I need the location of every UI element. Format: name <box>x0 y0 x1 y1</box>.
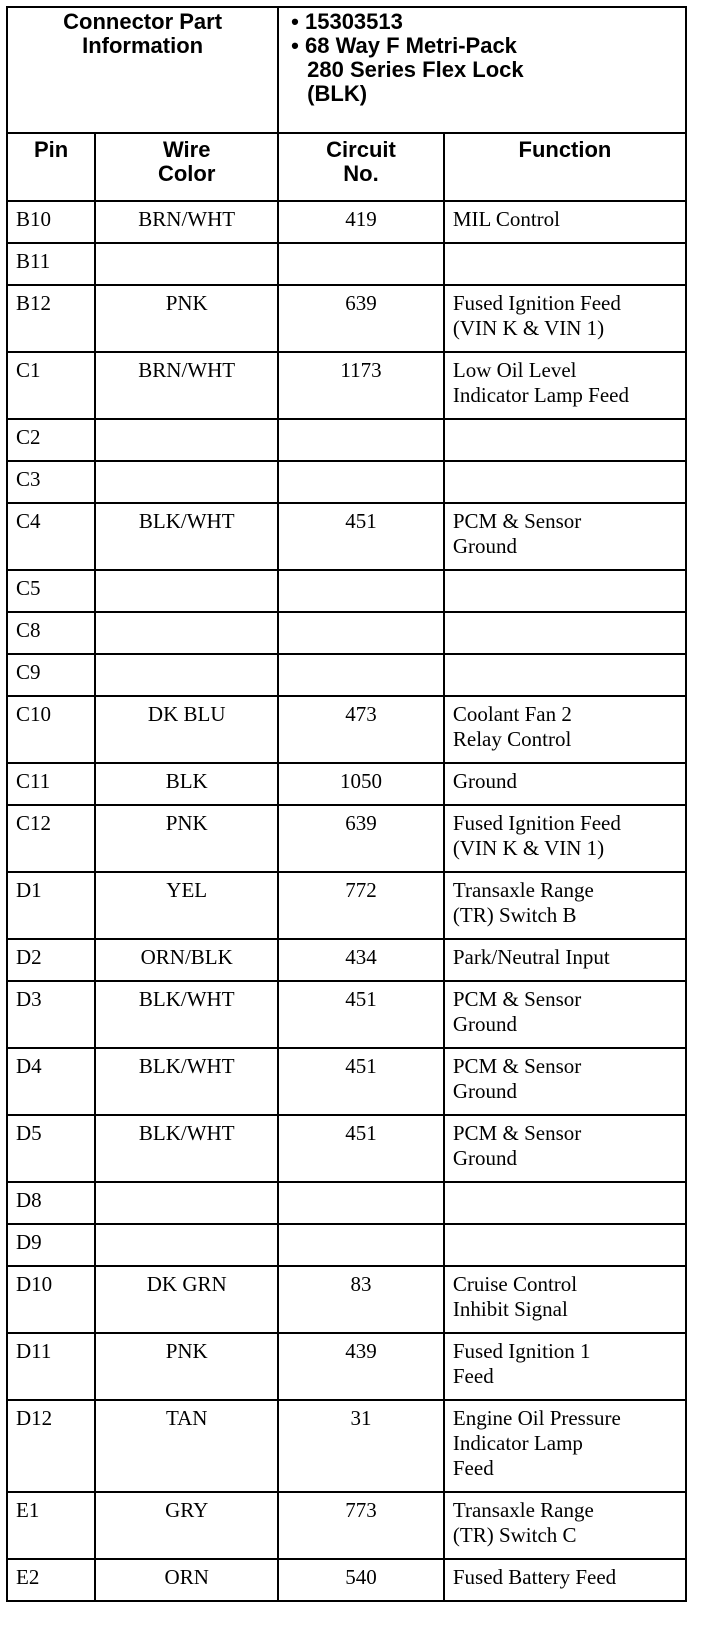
connector-description-line2: 280 Series Flex Lock <box>307 57 524 82</box>
function-line: MIL Control <box>452 207 561 231</box>
function-line: Ground <box>452 769 518 793</box>
pin-cell: C2 <box>7 419 95 461</box>
circuit-number-cell <box>278 570 444 612</box>
pin-cell: E2 <box>7 1559 95 1601</box>
column-header-function <box>444 133 686 201</box>
table-row <box>7 201 686 243</box>
column-header-circuit-line2: No. <box>343 161 379 186</box>
connector-description-line1: • 68 Way F Metri-Pack <box>291 33 517 58</box>
column-header-pin-label: Pin <box>34 137 69 162</box>
circuit-number-cell <box>278 461 444 503</box>
function-line: PCM & Sensor <box>452 987 582 1011</box>
pin-cell: C9 <box>7 654 95 696</box>
table-row <box>7 285 686 352</box>
function-cell <box>444 1048 686 1115</box>
wire-color-cell: BLK/WHT <box>95 981 278 1048</box>
circuit-number-cell <box>278 654 444 696</box>
wire-color-cell: BLK/WHT <box>95 1115 278 1182</box>
table-row <box>7 939 686 981</box>
table-row <box>7 461 686 503</box>
connector-info-value <box>278 7 686 133</box>
table-row <box>7 612 686 654</box>
circuit-number-cell: 639 <box>278 805 444 872</box>
table-row <box>7 419 686 461</box>
pin-cell: D12 <box>7 1400 95 1492</box>
table-row <box>7 654 686 696</box>
pin-cell: C11 <box>7 763 95 805</box>
function-line: (VIN K & VIN 1) <box>452 836 605 860</box>
function-cell <box>444 1492 686 1559</box>
circuit-number-cell <box>278 612 444 654</box>
table-row <box>7 1559 686 1601</box>
wire-color-cell: BRN/WHT <box>95 201 278 243</box>
wire-color-cell: DK GRN <box>95 1266 278 1333</box>
function-line: Indicator Lamp <box>452 1431 583 1455</box>
wire-color-cell: PNK <box>95 285 278 352</box>
connector-description-line3: (BLK) <box>307 81 368 106</box>
table-row <box>7 1048 686 1115</box>
circuit-number-cell: 773 <box>278 1492 444 1559</box>
pin-cell: C12 <box>7 805 95 872</box>
table-row <box>7 1115 686 1182</box>
function-cell <box>444 981 686 1048</box>
connector-pinout-table <box>6 6 687 1602</box>
wire-color-cell: ORN/BLK <box>95 939 278 981</box>
pin-cell: C3 <box>7 461 95 503</box>
circuit-number-cell: 451 <box>278 1115 444 1182</box>
pin-cell: C4 <box>7 503 95 570</box>
table-row <box>7 1182 686 1224</box>
pin-cell: B11 <box>7 243 95 285</box>
function-cell <box>444 503 686 570</box>
wire-color-cell: BLK/WHT <box>95 1048 278 1115</box>
function-cell <box>444 1559 686 1601</box>
function-cell <box>444 1224 686 1266</box>
wire-color-cell <box>95 612 278 654</box>
connector-info-label <box>7 7 278 133</box>
column-header-pin <box>7 133 95 201</box>
table-row <box>7 503 686 570</box>
column-header-function-label: Function <box>518 137 612 162</box>
table-row <box>7 1400 686 1492</box>
circuit-number-cell: 473 <box>278 696 444 763</box>
table-row <box>7 352 686 419</box>
column-header-row <box>7 133 686 201</box>
function-cell <box>444 805 686 872</box>
pin-cell: E1 <box>7 1492 95 1559</box>
circuit-number-cell: 451 <box>278 1048 444 1115</box>
function-line: PCM & Sensor <box>452 1054 582 1078</box>
function-cell <box>444 763 686 805</box>
wire-color-cell <box>95 461 278 503</box>
circuit-number-cell <box>278 1182 444 1224</box>
circuit-number-cell: 31 <box>278 1400 444 1492</box>
pin-cell: D9 <box>7 1224 95 1266</box>
function-line: Ground <box>452 1012 518 1036</box>
circuit-number-cell: 451 <box>278 503 444 570</box>
function-cell <box>444 243 686 285</box>
connector-part-number: • 15303513 <box>291 9 403 34</box>
connector-table-container <box>6 6 687 1602</box>
function-cell <box>444 696 686 763</box>
column-header-wire-color-line1: Wire <box>162 137 211 162</box>
function-line: Fused Ignition Feed <box>452 291 621 315</box>
table-row <box>7 763 686 805</box>
function-line: Ground <box>452 534 518 558</box>
column-header-circuit <box>278 133 444 201</box>
wire-color-cell: GRY <box>95 1492 278 1559</box>
pin-cell: D1 <box>7 872 95 939</box>
pin-cell: D8 <box>7 1182 95 1224</box>
function-line: Relay Control <box>452 727 572 751</box>
wire-color-cell: ORN <box>95 1559 278 1601</box>
column-header-circuit-line1: Circuit <box>326 137 396 162</box>
pin-cell: D2 <box>7 939 95 981</box>
function-line: Transaxle Range <box>452 1498 594 1522</box>
circuit-number-cell: 451 <box>278 981 444 1048</box>
table-row <box>7 981 686 1048</box>
pin-cell: D10 <box>7 1266 95 1333</box>
function-cell <box>444 1400 686 1492</box>
table-row <box>7 1224 686 1266</box>
circuit-number-cell: 1173 <box>278 352 444 419</box>
circuit-number-cell: 772 <box>278 872 444 939</box>
wire-color-cell: YEL <box>95 872 278 939</box>
function-cell <box>444 1266 686 1333</box>
wire-color-cell: PNK <box>95 805 278 872</box>
function-cell <box>444 1333 686 1400</box>
wire-color-cell <box>95 243 278 285</box>
column-header-wire-color-line2: Color <box>157 161 216 186</box>
circuit-number-cell: 439 <box>278 1333 444 1400</box>
circuit-number-cell <box>278 419 444 461</box>
circuit-number-cell <box>278 243 444 285</box>
function-cell <box>444 352 686 419</box>
pin-cell: C10 <box>7 696 95 763</box>
function-line: Cruise Control <box>452 1272 578 1296</box>
function-line: (VIN K & VIN 1) <box>452 316 605 340</box>
wire-color-cell: BLK <box>95 763 278 805</box>
circuit-number-cell <box>278 1224 444 1266</box>
function-cell <box>444 939 686 981</box>
table-row <box>7 570 686 612</box>
function-cell <box>444 419 686 461</box>
pin-cell: D11 <box>7 1333 95 1400</box>
function-cell <box>444 612 686 654</box>
pin-cell: B12 <box>7 285 95 352</box>
wire-color-cell <box>95 654 278 696</box>
function-cell <box>444 461 686 503</box>
function-cell <box>444 570 686 612</box>
function-cell <box>444 872 686 939</box>
pin-cell: C5 <box>7 570 95 612</box>
wire-color-cell: BLK/WHT <box>95 503 278 570</box>
circuit-number-cell: 419 <box>278 201 444 243</box>
table-row <box>7 805 686 872</box>
wire-color-cell: DK BLU <box>95 696 278 763</box>
pin-cell: D4 <box>7 1048 95 1115</box>
column-header-wire-color <box>95 133 278 201</box>
function-cell <box>444 1182 686 1224</box>
function-cell <box>444 1115 686 1182</box>
table-row <box>7 243 686 285</box>
pin-cell: D3 <box>7 981 95 1048</box>
function-cell <box>444 285 686 352</box>
circuit-number-cell: 434 <box>278 939 444 981</box>
circuit-number-cell: 639 <box>278 285 444 352</box>
connector-label-line1: Connector Part <box>63 9 223 34</box>
function-line: Indicator Lamp Feed <box>452 383 629 407</box>
function-line: Feed <box>452 1456 494 1480</box>
function-line: (TR) Switch B <box>452 903 577 927</box>
circuit-number-cell: 1050 <box>278 763 444 805</box>
function-line: Transaxle Range <box>452 878 594 902</box>
circuit-number-cell: 540 <box>278 1559 444 1601</box>
function-line: Coolant Fan 2 <box>452 702 572 726</box>
function-line: Engine Oil Pressure <box>452 1406 621 1430</box>
table-row <box>7 1333 686 1400</box>
wire-color-cell: BRN/WHT <box>95 352 278 419</box>
function-line: Feed <box>452 1364 494 1388</box>
function-line: Fused Battery Feed <box>452 1565 617 1589</box>
function-line: Inhibit Signal <box>452 1297 568 1321</box>
function-line: Low Oil Level <box>452 358 577 382</box>
function-line: Fused Ignition 1 <box>452 1339 591 1363</box>
function-line: PCM & Sensor <box>452 509 582 533</box>
pin-cell: B10 <box>7 201 95 243</box>
pin-cell: C1 <box>7 352 95 419</box>
wire-color-cell <box>95 570 278 612</box>
connector-label-line2: Information <box>82 33 204 58</box>
function-line: Fused Ignition Feed <box>452 811 621 835</box>
function-line: Park/Neutral Input <box>452 945 610 969</box>
function-line: Ground <box>452 1146 518 1170</box>
circuit-number-cell: 83 <box>278 1266 444 1333</box>
wire-color-cell: PNK <box>95 1333 278 1400</box>
table-row <box>7 696 686 763</box>
table-row <box>7 1266 686 1333</box>
wire-color-cell <box>95 419 278 461</box>
connector-info-row <box>7 7 686 133</box>
function-cell <box>444 201 686 243</box>
wire-color-cell: TAN <box>95 1400 278 1492</box>
table-row <box>7 872 686 939</box>
function-line: Ground <box>452 1079 518 1103</box>
pin-cell: C8 <box>7 612 95 654</box>
pin-cell: D5 <box>7 1115 95 1182</box>
function-line: PCM & Sensor <box>452 1121 582 1145</box>
wire-color-cell <box>95 1182 278 1224</box>
wire-color-cell <box>95 1224 278 1266</box>
table-row <box>7 1492 686 1559</box>
function-cell <box>444 654 686 696</box>
function-line: (TR) Switch C <box>452 1523 577 1547</box>
